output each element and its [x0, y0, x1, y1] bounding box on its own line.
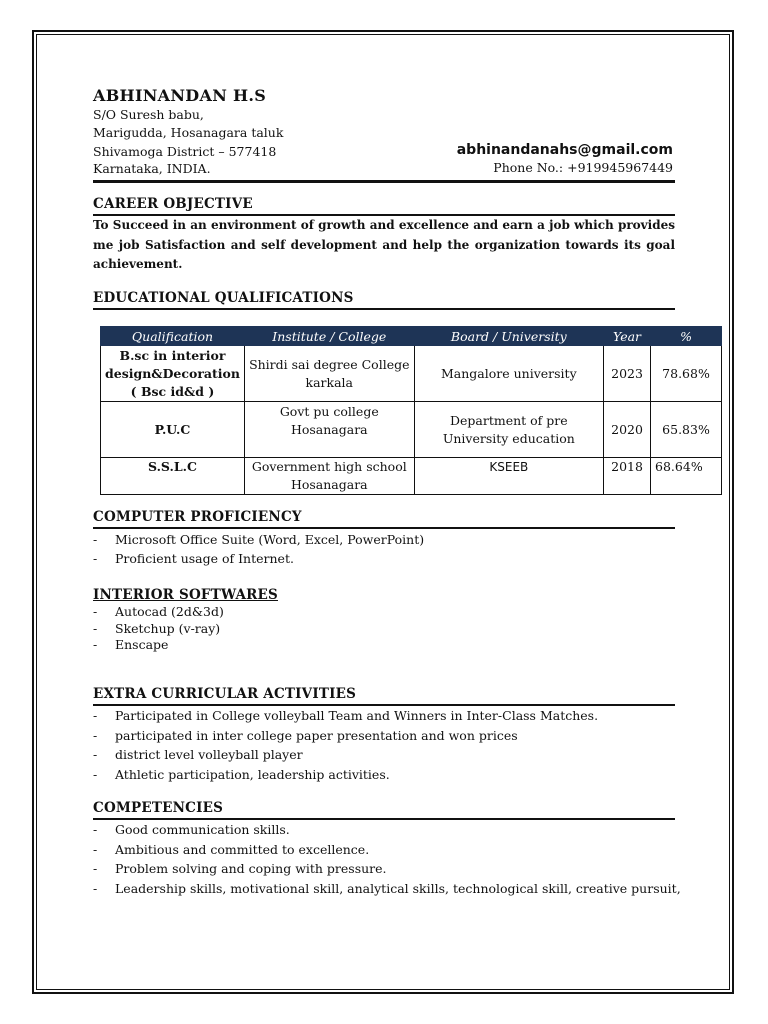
candidate-name: ABHINANDAN H.S: [93, 86, 267, 105]
list-item: - Leadership skills, motivational skill, analytical skills, technological skill, creative pursuit,: [93, 879, 681, 899]
cell-institute: Government high school Hosanagara: [244, 458, 414, 495]
cell-institute: Shirdi sai degree College karkala: [244, 346, 414, 402]
column-header-institute: Institute / College: [244, 327, 414, 346]
address-line: S/O Suresh babu,: [93, 107, 204, 122]
list-item: - Athletic participation, leadership activities.: [93, 765, 598, 785]
section-divider: [93, 527, 675, 529]
address-line: Karnataka, INDIA.: [93, 161, 211, 176]
section-title-computer-proficiency: COMPUTER PROFICIENCY: [93, 509, 302, 525]
column-header-board: Board / University: [414, 327, 603, 346]
extra-curricular-list: [93, 706, 598, 784]
email-address[interactable]: abhinandanahs@gmail.com: [456, 142, 673, 158]
table-header-row: [101, 327, 722, 346]
section-title-extra-curricular: EXTRA CURRICULAR ACTIVITIES: [93, 686, 357, 702]
cell-qualification: P.U.C: [101, 402, 245, 458]
list-item: - Microsoft Office Suite (Word, Excel, PowerPoint): [93, 530, 424, 549]
list-item: - Problem solving and coping with pressure.: [93, 859, 681, 879]
cell-year: 2020: [604, 402, 651, 458]
address-line: Marigudda, Hosanagara taluk: [93, 125, 284, 140]
list-item: - Proficient usage of Internet.: [93, 549, 424, 568]
list-item: - district level volleyball player: [93, 745, 598, 765]
list-item: - participated in inter college paper presentation and won prices: [93, 726, 598, 746]
list-item: - Sketchup (v-ray): [93, 621, 224, 638]
education-table: [100, 326, 722, 495]
section-divider: [93, 308, 675, 310]
computer-proficiency-list: [93, 530, 424, 568]
section-title-competencies: COMPETENCIES: [93, 800, 224, 816]
cell-year: 2023: [604, 346, 651, 402]
cell-qualification: B.sc in interior design&Decoration ( Bsc id&d ): [101, 346, 245, 402]
cell-percent: 78.68%: [651, 346, 722, 402]
cell-board: Department of pre University education: [414, 402, 603, 458]
address-line: Shivamoga District – 577418: [93, 144, 277, 159]
list-item: - Enscape: [93, 637, 224, 654]
column-header-qualification: Qualification: [101, 327, 245, 346]
cell-percent: 68.64%: [651, 458, 722, 495]
competencies-list: [93, 820, 681, 898]
table-row: [101, 346, 722, 402]
header-divider: [93, 180, 675, 183]
section-title-education: EDUCATIONAL QUALIFICATIONS: [93, 290, 354, 306]
table-row: [101, 402, 722, 458]
table-row: [101, 458, 722, 495]
column-header-percent: %: [651, 327, 722, 346]
column-header-year: Year: [604, 327, 651, 346]
list-item: - Good communication skills.: [93, 820, 681, 840]
cell-board: KSEEB: [414, 458, 603, 495]
phone-number: Phone No.: +919945967449: [493, 160, 673, 175]
section-title-interior-softwares: INTERIOR SOFTWARES: [93, 587, 278, 603]
cell-board: Mangalore university: [414, 346, 603, 402]
list-item: - Autocad (2d&3d): [93, 604, 224, 621]
cell-percent: 65.83%: [651, 402, 722, 458]
cell-year: 2018: [604, 458, 651, 495]
list-item: - Ambitious and committed to excellence.: [93, 840, 681, 860]
cell-institute: Govt pu college Hosanagara: [244, 402, 414, 458]
interior-softwares-list: [93, 604, 224, 654]
career-objective-text: To Succeed in an environment of growth and excellence and earn a job which provides me job Satisfaction and self development and help the organization towards its goal achievement.: [93, 218, 675, 271]
list-item: - Participated in College volleyball Team and Winners in Inter-Class Matches.: [93, 706, 598, 726]
cell-qualification: S.S.L.C: [101, 458, 245, 495]
section-title-career-objective: CAREER OBJECTIVE: [93, 196, 253, 212]
